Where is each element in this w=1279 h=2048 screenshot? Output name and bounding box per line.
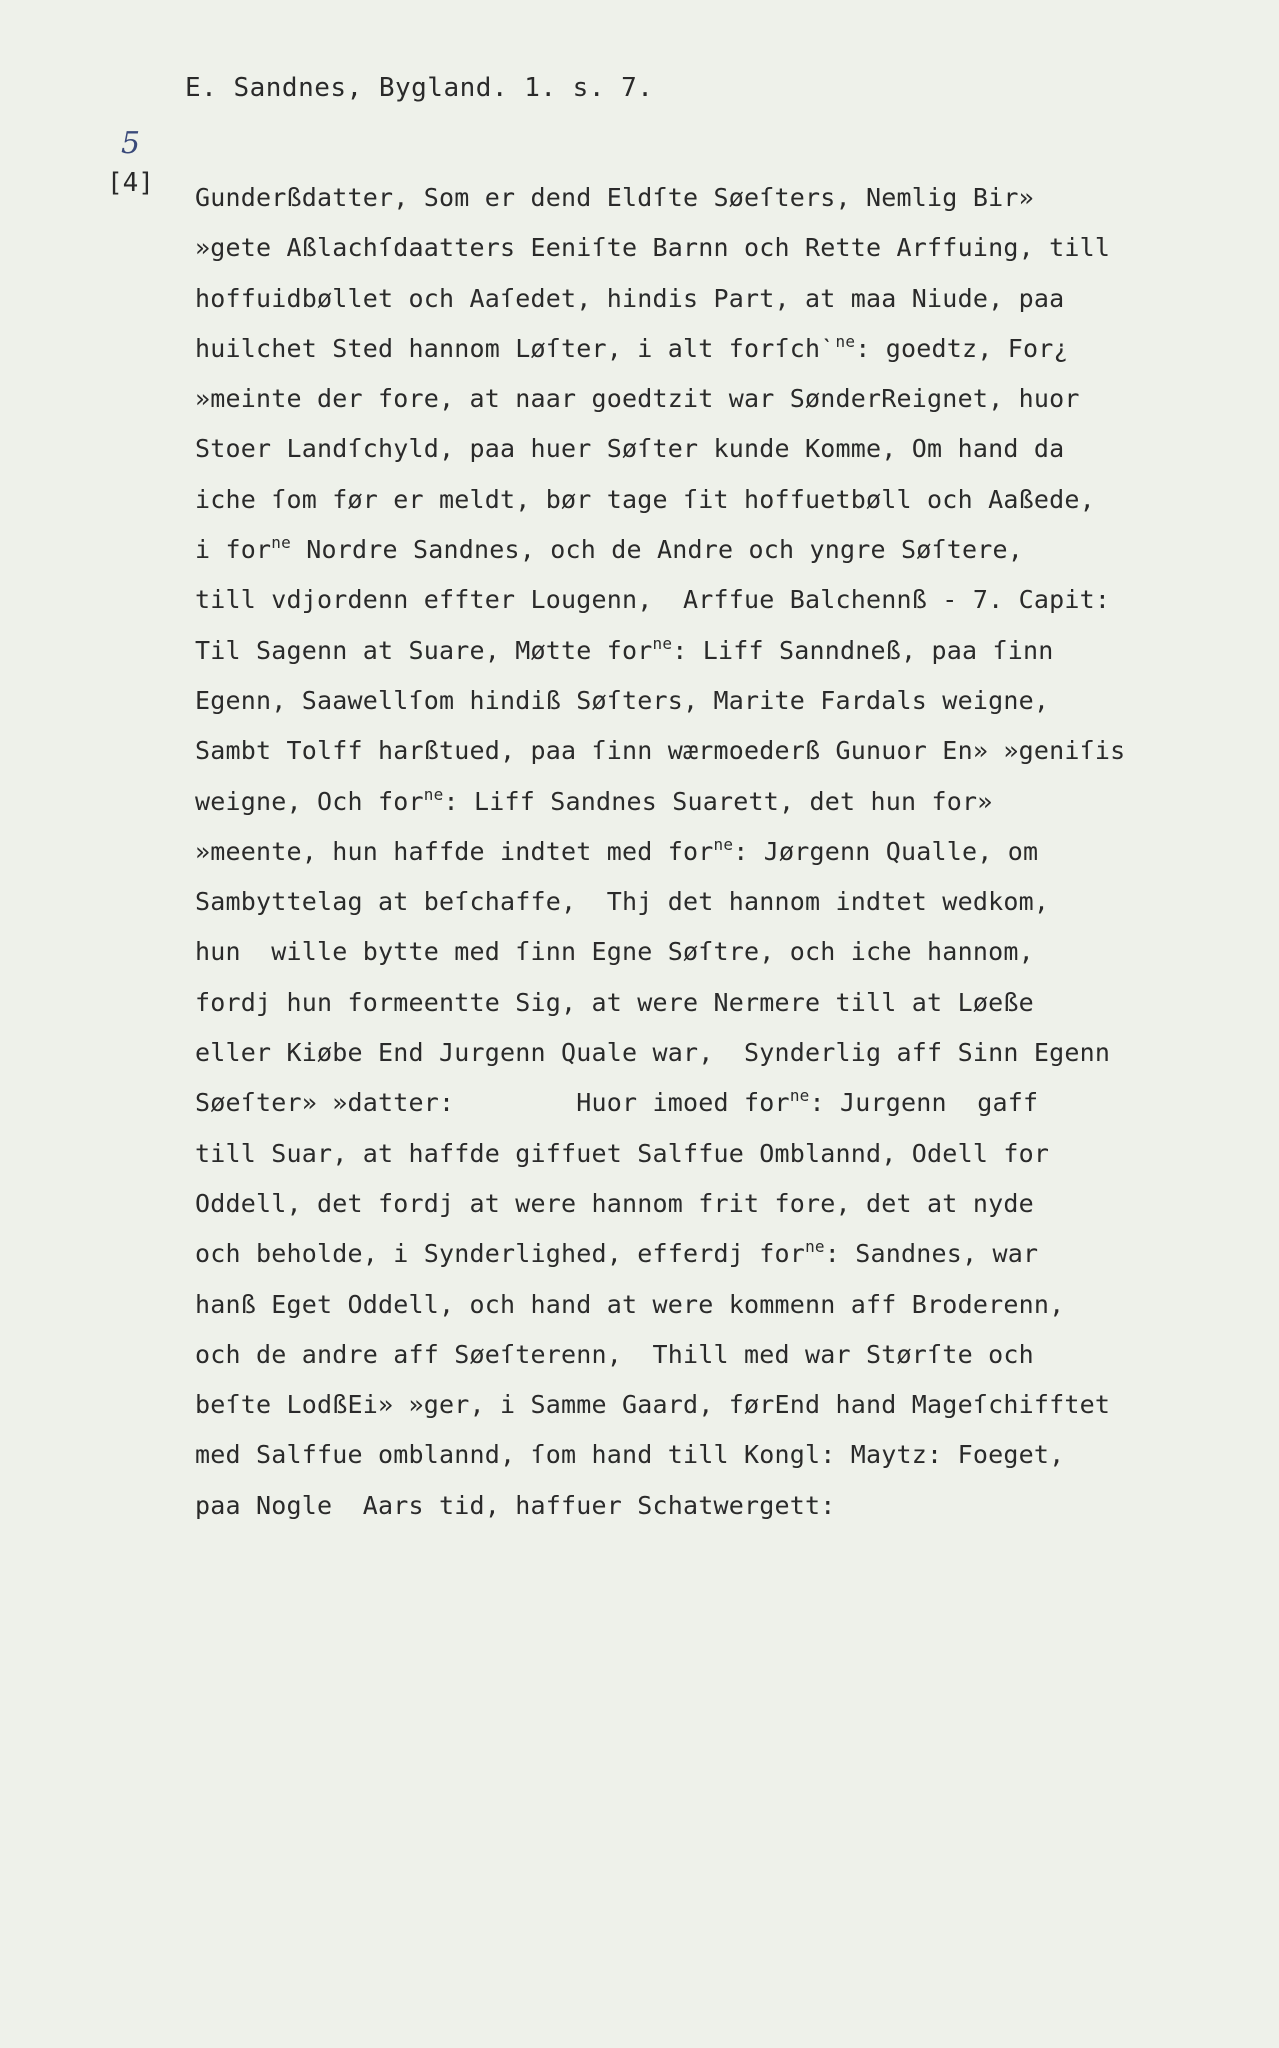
text-line: hanß Eget Oddell, och hand at were kommenn aff Broderenn, [195,1289,1065,1319]
text-line: »gete Aßlachſdaatters Eeniſte Barnn och Rette Arffuing, till [195,233,1111,263]
text-line: Søeſter» »datter: Huor imoed for$^{ne}$: Jurgenn gaff [195,1086,1039,1118]
superscript-abbreviation: ne [789,1086,810,1106]
text-line: »meinte der fore, at naar goedtzit war SønderReignet, huor [195,384,1080,414]
text-line: till Suar, at haffde giffuet Salffue Omblannd, Odell for [195,1138,1050,1168]
text-line: eller Kiøbe End Jurgenn Quale war, Synderlig aff Sinn Egenn [195,1038,1111,1068]
text-line: iche ſom før er meldt, bør tage ſit hoffuetbøll och Aaßede, [195,484,1095,514]
text-line: hun wille bytte med ſinn Egne Søſtre, och iche hannom, [195,937,1034,967]
text-line: hoffuidbøllet och Aaſedet, hindis Part, at maa Niude, paa [195,283,1065,313]
text-line: fordj hun formeentte Sig, at were Nermere till at Løeße [195,987,1034,1017]
text-line: Sambt Tolff harßtued, paa ſinn wærmoederß Gunuor En» »geniſis [195,736,1126,766]
text-line: till vdjordenn effter Lougenn, Arffue Balchennß - 7. Capit: [195,585,1111,615]
text-line: Til Sagenn at Suare, Møtte for$^{ne}$: Liff Sanndneß, paa ſinn [195,633,1054,665]
text-line: och beholde, i Synderlighed, efferdj for$^{ne}$: Sandnes, war [195,1237,1039,1269]
text-line: »meente, hun haffde indtet med for$^{ne}$: Jørgenn Qualle, om [195,834,1039,866]
text-line: och de andre aff Søeſterenn, Thill med war Størſte och [195,1339,1034,1369]
superscript-abbreviation: ne [652,633,673,653]
handwritten-page-number: 5 [121,126,141,161]
text-line: paa Nogle Aars tid, haffuer Schatwergett: [195,1490,836,1520]
text-line: beſte LodßEi» »ger, i Samme Gaard, førEnd hand Mageſchifftet [195,1390,1111,1420]
text-line: med Salffue omblannd, ſom hand till Kongl: Maytz: Foeget, [195,1440,1065,1470]
text-line: Stoer Landſchyld, paa huer Søſter kunde Komme, Om hand da [195,434,1065,464]
superscript-abbreviation: ne [835,331,856,351]
text-line: huilchet Sted hannom Løſter, i alt forſchˋ$^{ne}$: goedtz, For¿ [195,331,1069,363]
text-line: Sambyttelag at beſchaffe, Thj det hannom indtet wedkom, [195,887,1050,917]
text-line: Gunderßdatter, Som er dend Eldſte Søeſters, Nemlig Bir» [195,183,1034,212]
superscript-abbreviation: ne [805,1237,825,1257]
text-line: Oddell, det fordj at were hannom frit fore, det at nyde [195,1188,1034,1218]
document-header: E. Sandnes, Bygland. 1. s. 7. [185,73,654,103]
superscript-abbreviation: ne [271,533,291,553]
text-line: Egenn, Saawellſom hindiß Søſters, Marite Fardals weigne, [195,685,1050,715]
original-page-number: [4] [107,168,154,198]
transcription-body [195,173,1195,1531]
superscript-abbreviation: ne [713,834,734,854]
text-line: i for$^{ne}$ Nordre Sandnes, och de Andre och yngre Søſtere, [195,533,1023,565]
text-line: weigne, Och for$^{ne}$: Liff Sandnes Suarett, det hun for» [195,784,993,816]
superscript-abbreviation: ne [423,784,444,804]
